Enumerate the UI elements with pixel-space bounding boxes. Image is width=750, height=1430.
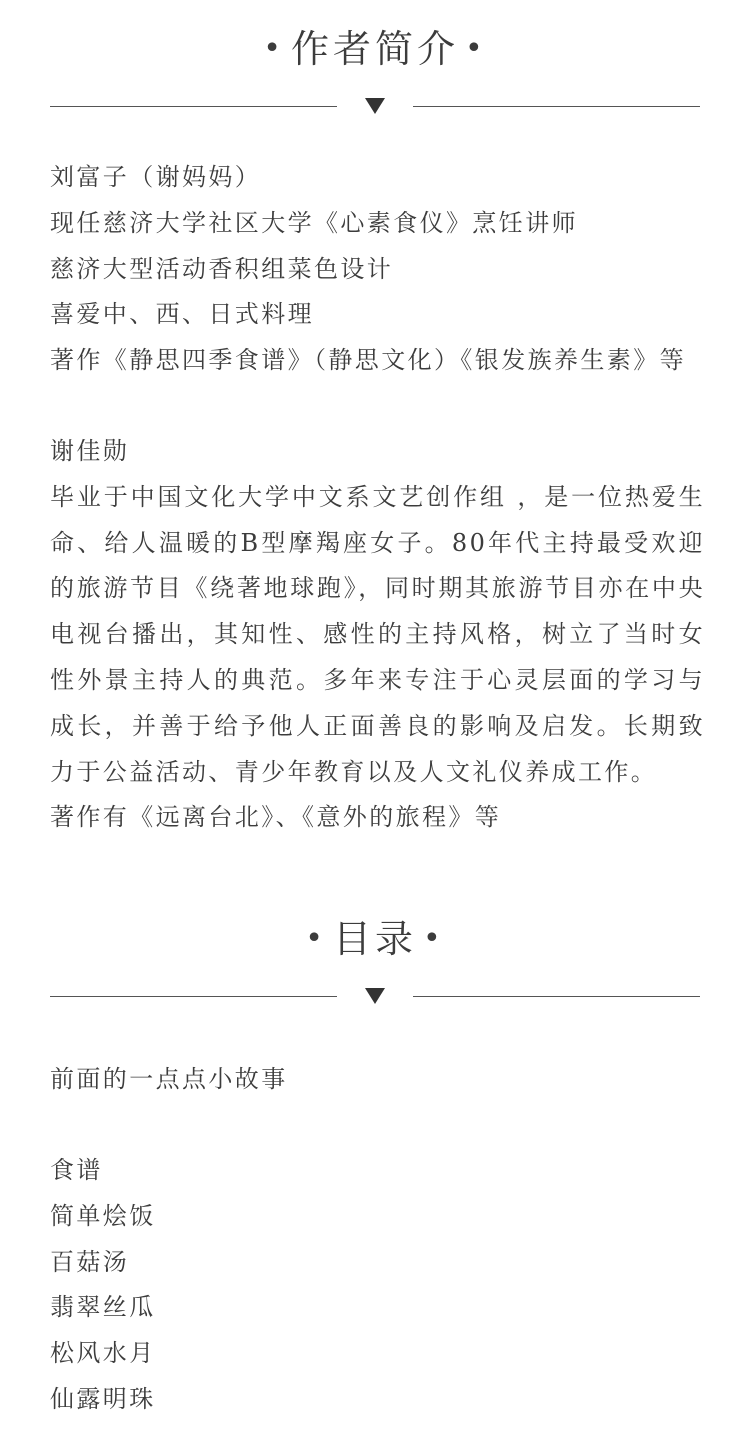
toc-intro-block	[50, 1057, 705, 1103]
author-2-bio: 毕业于中国文化大学中文系文艺创作组 ，是一位热爱生命、给人温暖的B型摩羯座女子。80年代主持最受欢迎的旅游节目《绕著地球跑》，同时期其旅游节目亦在中央电视台播出，其知性、感性的主持风格，树立了当时女性外景主持人的典范。多年来专注于心灵层面的学习与成长，并善于给予他人正面善良的影响及启发。长期致力于公益活动、青少年教育以及人文礼仪养成工作。	[50, 482, 705, 786]
author-1-block	[50, 155, 705, 384]
toc-section-divider	[50, 985, 700, 1009]
title-dot-left: •	[263, 30, 285, 66]
toc-item[interactable]: 仙露明珠	[50, 1384, 156, 1413]
title-dot-left: •	[305, 920, 327, 956]
author-2-name: 谢佳勋	[50, 437, 130, 465]
divider-line-left	[50, 996, 337, 997]
author-section-divider	[50, 95, 700, 119]
toc-section-title-text: 目录	[332, 917, 417, 961]
toc-item[interactable]: 简单烩饭	[50, 1201, 156, 1230]
author-1-line-2: 慈济大型活动香积组菜色设计	[50, 254, 394, 283]
triangle-down-icon	[365, 988, 385, 1004]
toc-recipes-block	[50, 1148, 705, 1423]
toc-section-title	[0, 914, 750, 968]
toc-item[interactable]: 翡翠丝瓜	[50, 1293, 156, 1322]
author-section-title	[0, 24, 750, 78]
title-dot-right: •	[423, 920, 445, 956]
divider-line-left	[50, 106, 337, 107]
author-1-name: 刘富子（谢妈妈）	[50, 163, 262, 191]
author-1-line-3: 喜爱中、西、日式料理	[50, 300, 314, 329]
toc-item[interactable]: 松风水月	[50, 1339, 156, 1368]
title-dot-right: •	[465, 30, 487, 66]
triangle-down-icon	[365, 98, 385, 114]
author-1-line-4: 著作《静思四季食谱》（静思文化）《银发族养生素》等	[50, 346, 686, 375]
author-section-title-text: 作者简介	[290, 27, 459, 71]
author-2-block	[50, 429, 705, 841]
toc-item[interactable]: 百菇汤	[50, 1247, 130, 1276]
divider-line-right	[413, 106, 700, 107]
author-1-line-1: 现任慈济大学社区大学《心素食仪》烹饪讲师	[50, 208, 578, 237]
divider-line-right	[413, 996, 700, 997]
toc-intro-item[interactable]: 前面的一点点小故事	[50, 1065, 288, 1093]
toc-group-title: 食谱	[50, 1156, 103, 1184]
author-2-works: 著作有《远离台北》、《意外的旅程》等	[50, 803, 502, 832]
